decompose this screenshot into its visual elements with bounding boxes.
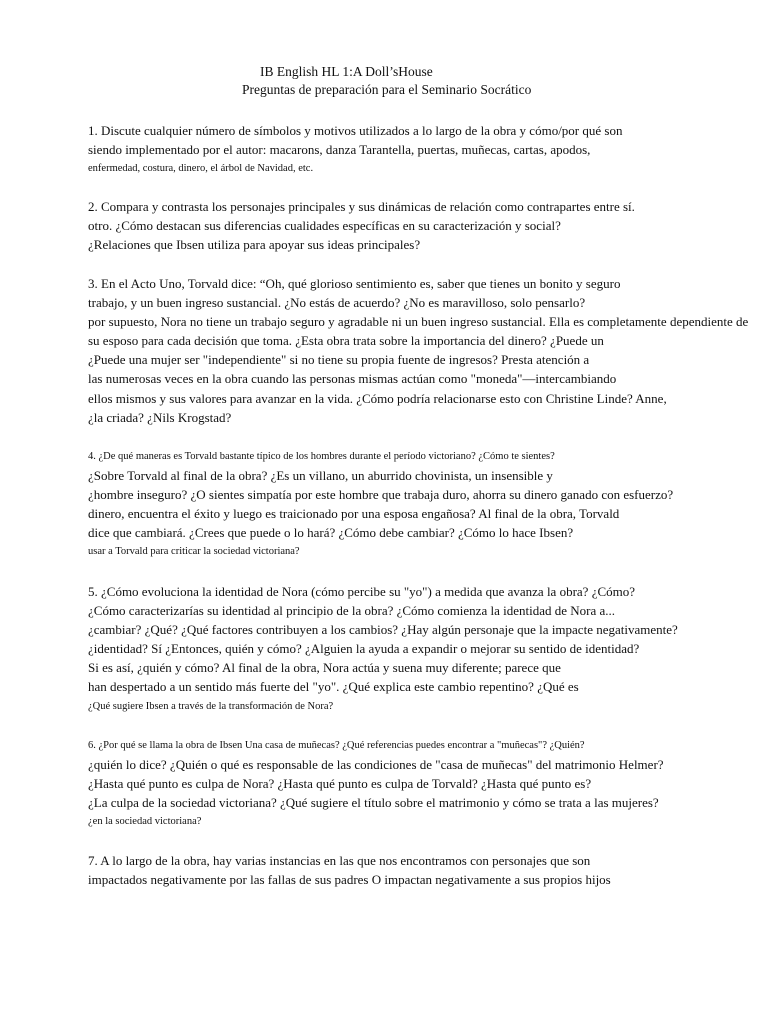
question-2	[88, 197, 635, 254]
question-line: 3. En el Acto Uno, Torvald dice: “Oh, qué glorioso sentimiento es, saber que tienes un bonito y seguro	[88, 276, 621, 291]
question-1	[88, 121, 622, 178]
document-subtitle: Preguntas de preparación para el Seminario Socrático	[242, 82, 532, 97]
question-4	[88, 447, 673, 562]
question-line: 2. Compara y contrasta los personajes principales y sus dinámicas de relación como contrapartes entre sí.	[88, 199, 635, 214]
question-line: 7. A lo largo de la obra, hay varias instancias en las que nos encontramos con personajes que son	[88, 853, 591, 868]
question-line: otro. ¿Cómo destacan sus diferencias cualidades específicas en su caracterización y social?	[88, 218, 561, 234]
question-line: por supuesto, Nora no tiene un trabajo seguro y agradable ni un buen ingreso sustancial. Ella es completamente dependiente de	[88, 314, 749, 330]
question-line: ¿cambiar? ¿Qué? ¿Qué factores contribuyen a los cambios? ¿Hay algún personaje que la impacte negativamente?	[88, 622, 678, 638]
question-line: ellos mismos y sus valores para avanzar en la vida. ¿Cómo podría relacionarse esto con Christine Linde? Anne,	[88, 390, 667, 406]
question-line: 4. ¿De qué maneras es Torvald bastante típico de los hombres durante el período victoriano? ¿Cómo te sientes?	[88, 451, 555, 462]
question-line: usar a Torvald para criticar la sociedad victoriana?	[88, 546, 300, 558]
question-line: su esposo para cada decisión que toma. ¿Esta obra trata sobre la importancia del dinero? ¿Puede un	[88, 333, 604, 349]
question-line: dice que cambiará. ¿Crees que puede o lo hará? ¿Cómo debe cambiar? ¿Cómo lo hace Ibsen?	[88, 525, 574, 541]
question-line: han despertado a un sentido más fuerte del "yo". ¿Qué explica este cambio repentino? ¿Qué es	[88, 679, 579, 695]
question-line: ¿hombre inseguro? ¿O sientes simpatía por este hombre que trabaja duro, ahorra su dinero ganado con esfuerzo?	[88, 487, 674, 503]
question-line: Si es así, ¿quién y cómo? Al final de la obra, Nora actúa y suena muy diferente; parece que	[88, 660, 561, 676]
question-line: 1. Discute cualquier número de símbolos y motivos utilizados a lo largo de la obra y cómo/por qué son	[88, 123, 623, 138]
question-7	[88, 851, 611, 889]
question-line: 6. ¿Por qué se llama la obra de Ibsen Una casa de muñecas? ¿Qué referencias puedes encontrar a "muñecas"? ¿Quién?	[88, 740, 585, 751]
question-line: impactados negativamente por las fallas de sus padres O impactan negativamente a sus propios hijos	[88, 872, 611, 888]
question-line: las numerosas veces en la obra cuando las personas mismas actúan como "moneda"—intercambiando	[88, 371, 617, 387]
question-line: ¿Puede una mujer ser "independiente" si no tiene su propia fuente de ingresos? Presta atención a	[88, 352, 590, 368]
question-line: enfermedad, costura, dinero, el árbol de Navidad, etc.	[88, 163, 314, 175]
question-line: ¿Cómo caracterizarías su identidad al principio de la obra? ¿Cómo comienza la identidad de Nora a...	[88, 603, 616, 619]
question-3	[88, 274, 748, 427]
question-6	[88, 736, 664, 831]
question-line: dinero, encuentra el éxito y luego es traicionado por una esposa engañosa? Al final de la obra, Torvald	[88, 506, 620, 522]
question-line: ¿Relaciones que Ibsen utiliza para apoyar sus ideas principales?	[88, 237, 421, 253]
question-line: ¿la criada? ¿Nils Krogstad?	[88, 409, 232, 425]
question-line: 5. ¿Cómo evoluciona la identidad de Nora (cómo percibe su "yo") a medida que avanza la obra? ¿Cómo?	[88, 584, 636, 599]
question-line: ¿quién lo dice? ¿Quién o qué es responsable de las condiciones de "casa de muñecas" del matrimonio Helmer?	[88, 757, 664, 773]
question-line: siendo implementado por el autor: macarons, danza Tarantella, puertas, muñecas, cartas, apodos,	[88, 142, 591, 158]
question-line: trabajo, y un buen ingreso sustancial. ¿No estás de acuerdo? ¿No es maravilloso, solo pensarlo?	[88, 295, 586, 311]
document-title: IB English HL 1:A Doll’sHouse	[260, 64, 433, 79]
question-line: ¿Hasta qué punto es culpa de Nora? ¿Hasta qué punto es culpa de Torvald? ¿Hasta qué punto es?	[88, 776, 592, 792]
question-line: ¿La culpa de la sociedad victoriana? ¿Qué sugiere el título sobre el matrimonio y cómo se trata a las mujeres?	[88, 795, 659, 811]
question-5	[88, 582, 678, 716]
question-line: ¿Sobre Torvald al final de la obra? ¿Es un villano, un aburrido chovinista, un insensible y	[88, 468, 553, 484]
question-line: ¿identidad? Sí ¿Entonces, quién y cómo? ¿Alguien la ayuda a expandir o mejorar su sentido de identidad?	[88, 641, 640, 657]
question-line: ¿en la sociedad victoriana?	[88, 816, 202, 828]
question-line: ¿Qué sugiere Ibsen a través de la transformación de Nora?	[88, 700, 334, 712]
